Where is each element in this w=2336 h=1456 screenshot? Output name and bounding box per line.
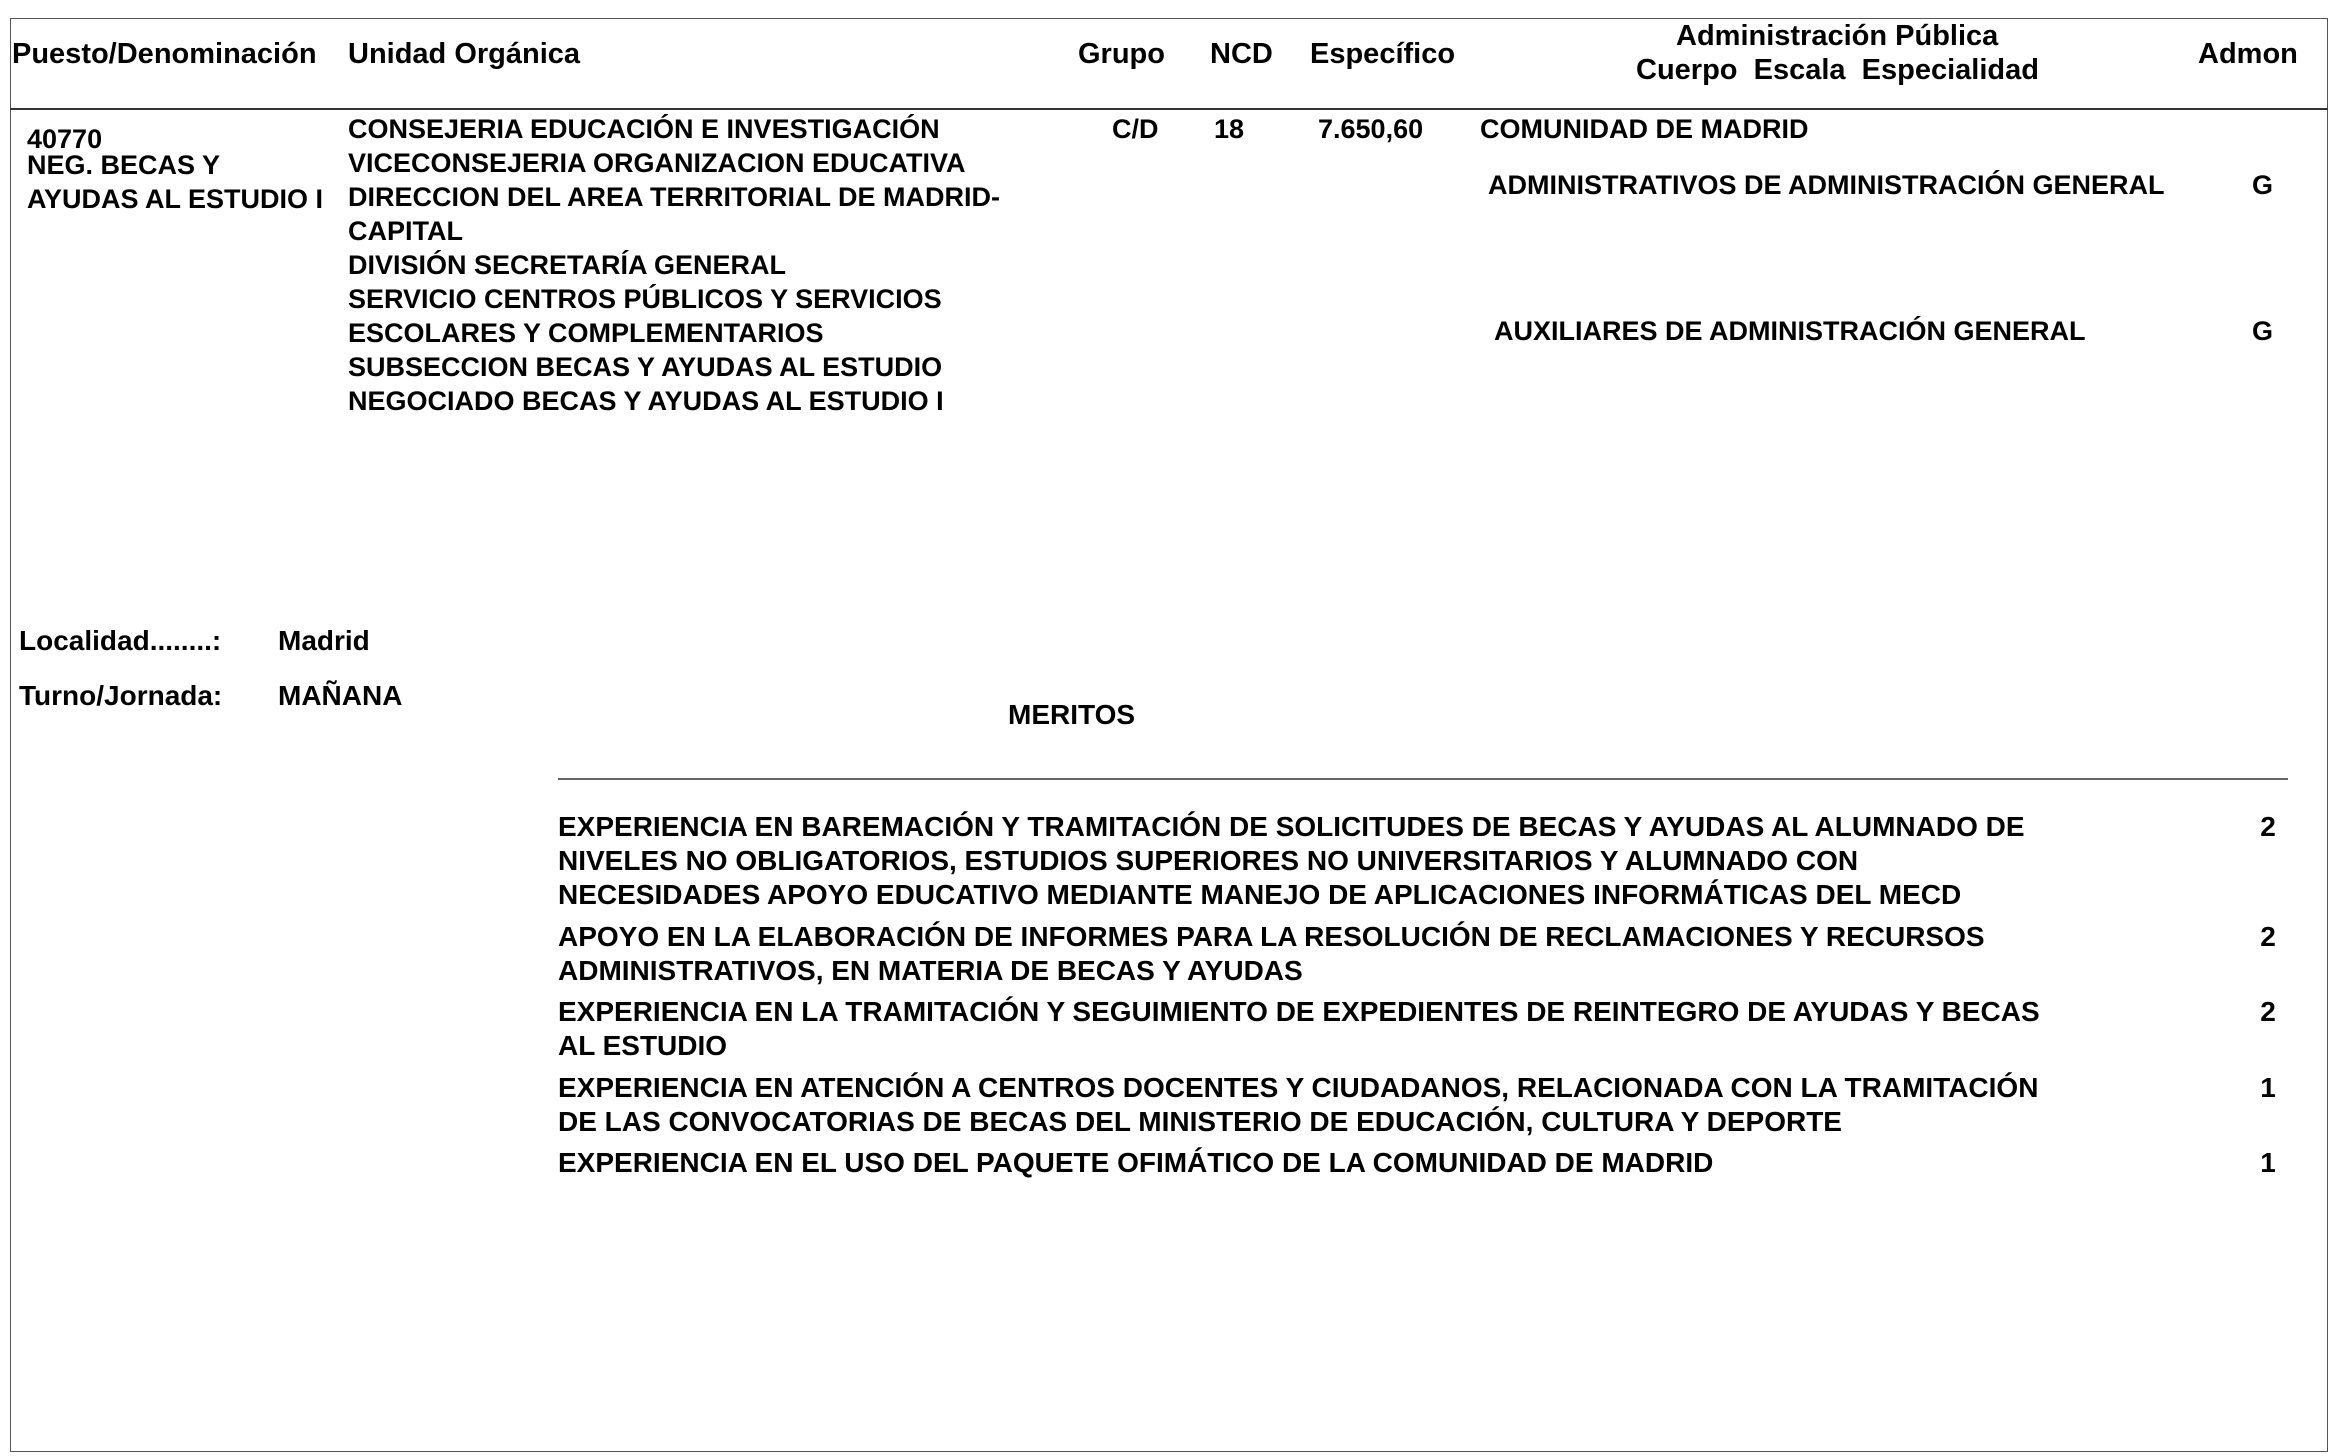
unidad-line: NEGOCIADO BECAS Y AYUDAS AL ESTUDIO I <box>348 386 944 416</box>
unidad-line: DIVISIÓN SECRETARÍA GENERAL <box>348 250 787 280</box>
meritos-divider <box>558 778 2288 780</box>
cuerpo-1-name: ADMINISTRATIVOS DE ADMINISTRACIÓN GENERAL <box>1488 170 2165 200</box>
header-grupo: Grupo <box>1078 38 1165 70</box>
ncd-value: 18 <box>1214 114 1245 144</box>
unidad-line: SERVICIO CENTROS PÚBLICOS Y SERVICIOS <box>348 284 942 314</box>
header-cuerpo-escala: Cuerpo Escala Especialidad <box>1636 54 2039 86</box>
merit-line: NECESIDADES APOYO EDUCATIVO MEDIANTE MANEJO DE APLICACIONES INFORMÁTICAS DEL MECD <box>558 879 1962 910</box>
merit-line: DE LAS CONVOCATORIAS DE BECAS DEL MINISTERIO DE EDUCACIÓN, CULTURA Y DEPORTE <box>558 1106 1842 1137</box>
merit-line: APOYO EN LA ELABORACIÓN DE INFORMES PARA LA RESOLUCIÓN DE RECLAMACIONES Y RECURSOS <box>558 921 1985 952</box>
merit-line: EXPERIENCIA EN LA TRAMITACIÓN Y SEGUIMIENTO DE EXPEDIENTES DE REINTEGRO DE AYUDAS Y BECAS <box>558 996 2040 1027</box>
merit-line: AL ESTUDIO <box>558 1030 728 1061</box>
unidad-line: CAPITAL <box>348 216 463 246</box>
grupo-value: C/D <box>1112 114 1159 144</box>
localidad-value: Madrid <box>278 625 370 656</box>
cuerpo-2-name: AUXILIARES DE ADMINISTRACIÓN GENERAL <box>1494 316 2086 346</box>
merit-item <box>558 1146 2118 1180</box>
header-admon: Admon <box>2198 38 2298 70</box>
header-ncd: NCD <box>1210 38 1273 70</box>
merit-line: EXPERIENCIA EN BAREMACIÓN Y TRAMITACIÓN DE SOLICITUDES DE BECAS Y AYUDAS AL ALUMNADO DE <box>558 811 2025 842</box>
header-puesto: Puesto/Denominación <box>12 38 317 70</box>
turno-label: Turno/Jornada: <box>19 680 223 711</box>
position-name-line1: NEG. BECAS Y <box>27 150 221 180</box>
especifico-value: 7.650,60 <box>1318 114 1424 144</box>
merit-score: 2 <box>2260 921 2276 952</box>
header-administracion-publica: Administración Pública <box>1676 20 1999 52</box>
unidad-line: CONSEJERIA EDUCACIÓN E INVESTIGACIÓN <box>348 114 940 144</box>
header-especifico: Específico <box>1310 38 1456 70</box>
unidad-line: SUBSECCION BECAS Y AYUDAS AL ESTUDIO <box>348 352 943 382</box>
administracion-value: COMUNIDAD DE MADRID <box>1480 114 1809 144</box>
unidad-line: DIRECCION DEL AREA TERRITORIAL DE MADRID- <box>348 182 1001 212</box>
merit-score: 1 <box>2260 1147 2276 1178</box>
unidad-organica <box>348 112 1000 418</box>
merit-line: NIVELES NO OBLIGATORIOS, ESTUDIOS SUPERIORES NO UNIVERSITARIOS Y ALUMNADO CON <box>558 845 1859 876</box>
unidad-line: ESCOLARES Y COMPLEMENTARIOS <box>348 318 824 348</box>
turno-value: MAÑANA <box>278 680 403 711</box>
merit-line: EXPERIENCIA EN EL USO DEL PAQUETE OFIMÁTICO DE LA COMUNIDAD DE MADRID <box>558 1147 1714 1178</box>
position-name-line2: AYUDAS AL ESTUDIO I <box>27 184 324 214</box>
merit-score: 2 <box>2260 811 2276 842</box>
merit-item <box>558 810 2118 912</box>
merit-line: ADMINISTRATIVOS, EN MATERIA DE BECAS Y AYUDAS <box>558 955 1303 986</box>
cuerpo-1-admon: G <box>2252 170 2274 200</box>
cuerpo-2-admon: G <box>2252 316 2274 346</box>
header-divider <box>10 108 2328 110</box>
merit-score: 2 <box>2260 996 2276 1027</box>
merit-item <box>558 995 2118 1063</box>
header-unidad: Unidad Orgánica <box>348 38 581 70</box>
merit-item <box>558 1071 2118 1139</box>
localidad-label: Localidad........: <box>19 625 222 656</box>
merit-item <box>558 920 2118 988</box>
position-code: 40770 <box>27 124 103 154</box>
merit-score: 1 <box>2260 1072 2276 1103</box>
merit-line: EXPERIENCIA EN ATENCIÓN A CENTROS DOCENTES Y CIUDADANOS, RELACIONADA CON LA TRAMITACIÓN <box>558 1072 2039 1103</box>
meritos-title: MERITOS <box>1008 699 1136 730</box>
unidad-line: VICECONSEJERIA ORGANIZACION EDUCATIVA <box>348 148 966 178</box>
